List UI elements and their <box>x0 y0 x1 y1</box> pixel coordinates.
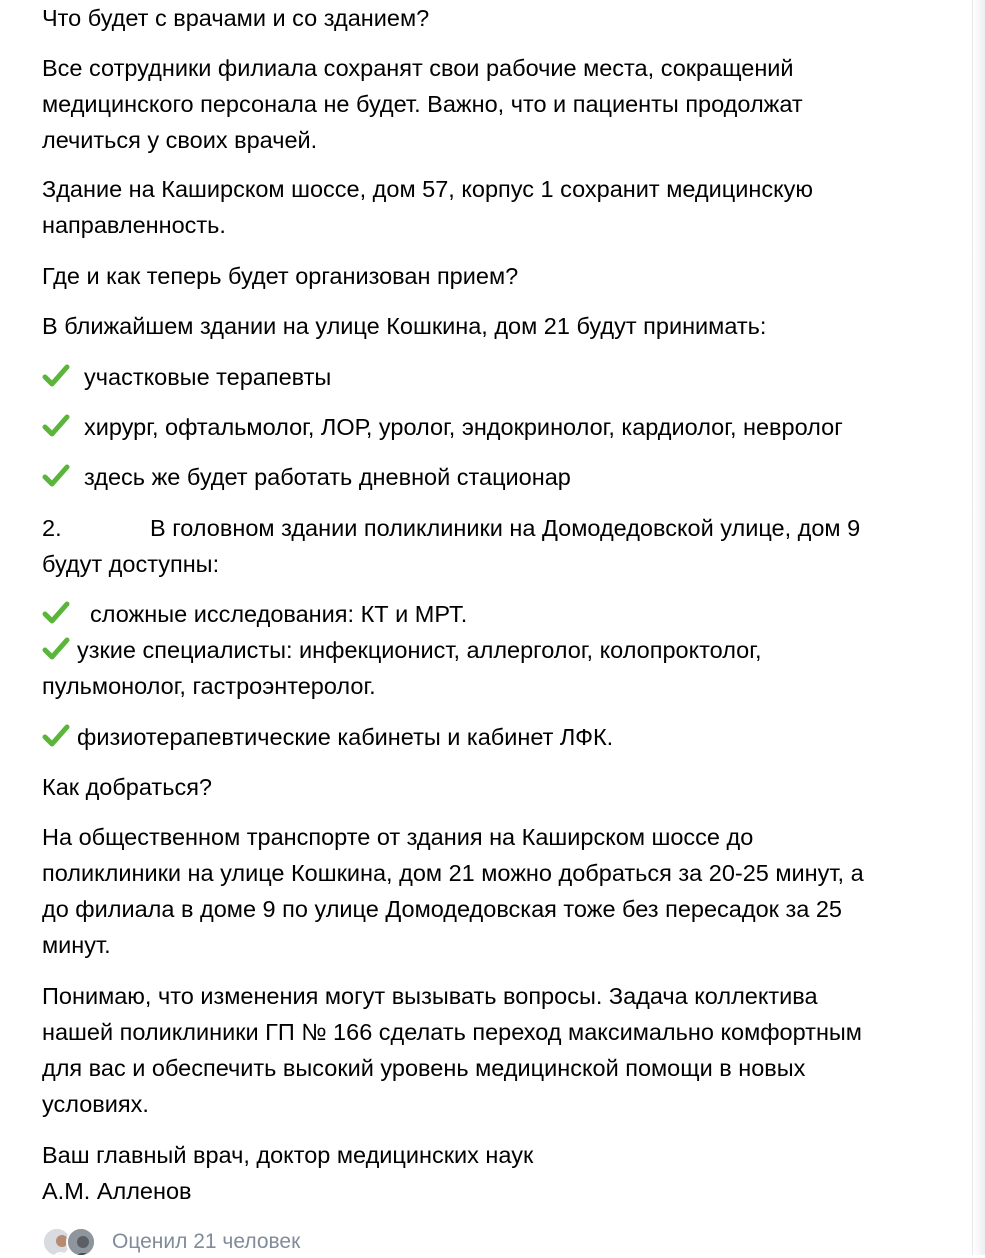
liker-avatars[interactable] <box>42 1227 100 1257</box>
signature-title: Ваш главный врач, доктор медицинских наук <box>42 1142 534 1168</box>
list-item-text: узкие специалисты: инфекционист, аллерголог, колопроктолог, <box>77 637 762 663</box>
reactions-footer[interactable] <box>42 1226 300 1258</box>
signature-name: А.М. Алленов <box>42 1178 192 1204</box>
list-item-line <box>42 632 947 668</box>
paragraph-line: Все сотрудники филиала сохранят свои рабочие места, сокращений <box>42 55 794 81</box>
paragraph-line: Понимаю, что изменения могут вызывать вопросы. Задача коллектива <box>42 983 818 1009</box>
check-mark-icon <box>42 363 70 389</box>
paragraph-line: минут. <box>42 932 111 958</box>
question-text: Где и как теперь будет организован прием? <box>42 263 519 289</box>
paragraph-line: На общественном транспорте от здания на Каширском шоссе до <box>42 824 754 850</box>
paragraph-line: медицинского персонала не будет. Важно, что и пациенты продолжат <box>42 91 803 117</box>
check-mark-icon <box>42 723 70 749</box>
list-item-text: здесь же будет работать дневной стационар <box>84 464 571 490</box>
paragraph-closing <box>42 978 947 1122</box>
list-item-text: хирург, офтальмолог, ЛОР, уролог, эндокринолог, кардиолог, невролог <box>84 414 843 440</box>
paragraph-line: лечиться у своих врачей. <box>42 127 318 153</box>
check-mark-icon <box>42 636 70 662</box>
paragraph-line: Здание на Каширском шоссе, дом 57, корпус 1 сохранит медицинскую <box>42 176 813 202</box>
list-item <box>42 359 947 395</box>
paragraph-transport <box>42 819 947 963</box>
check-mark-icon <box>42 413 70 439</box>
paragraph-line: направленность. <box>42 212 226 238</box>
paragraph-line: В головном здании поликлиники на Домодедовской улице, дом 9 <box>150 515 861 541</box>
reactions-count-link[interactable]: Оценил 21 человек <box>112 1230 301 1253</box>
numbered-line <box>42 510 947 546</box>
list-number: 2. <box>42 515 62 541</box>
list-item <box>42 719 947 755</box>
question-route <box>42 769 947 805</box>
list-item <box>42 459 947 495</box>
question-text: Как добраться? <box>42 774 212 800</box>
question-text: Что будет с врачами и со зданием? <box>42 5 430 31</box>
paragraph-line: до филиала в доме 9 по улице Домодедовская тоже без пересадок за 25 <box>42 896 842 922</box>
check-mark-icon <box>42 600 70 626</box>
list-item <box>42 596 947 632</box>
numbered-paragraph <box>42 510 947 582</box>
signature <box>42 1137 947 1209</box>
user-photo-icon <box>68 1229 96 1257</box>
page-scroll-edge <box>972 0 985 1255</box>
paragraph-building <box>42 171 947 243</box>
paragraph-line: условиях. <box>42 1091 149 1117</box>
list-item <box>42 409 947 445</box>
list-item <box>42 632 947 704</box>
paragraph-line: будут доступны: <box>42 551 220 577</box>
list-item-text: участковые терапевты <box>84 364 332 390</box>
paragraph-line: для вас и обеспечить высокий уровень медицинской помощи в новых <box>42 1055 806 1081</box>
question-reception <box>42 258 947 294</box>
question-doctors-building <box>42 0 947 36</box>
paragraph-line: нашей поликлиники ГП № 166 сделать переход максимально комфортным <box>42 1019 862 1045</box>
paragraph-line: В ближайшем здании на улице Кошкина, дом 21 будут принимать: <box>42 313 767 339</box>
paragraph-line: поликлиники на улице Кошкина, дом 21 можно добраться за 20-25 минут, а <box>42 860 864 886</box>
check-mark-icon <box>42 463 70 489</box>
paragraph-koshkina <box>42 308 947 344</box>
paragraph-staff <box>42 50 947 158</box>
avatar[interactable] <box>66 1227 96 1257</box>
list-item-text: пульмонолог, гастроэнтеролог. <box>42 673 376 699</box>
list-item-text: сложные исследования: КТ и МРТ. <box>90 601 468 627</box>
list-item-text: физиотерапевтические кабинеты и кабинет ЛФК. <box>77 724 614 750</box>
